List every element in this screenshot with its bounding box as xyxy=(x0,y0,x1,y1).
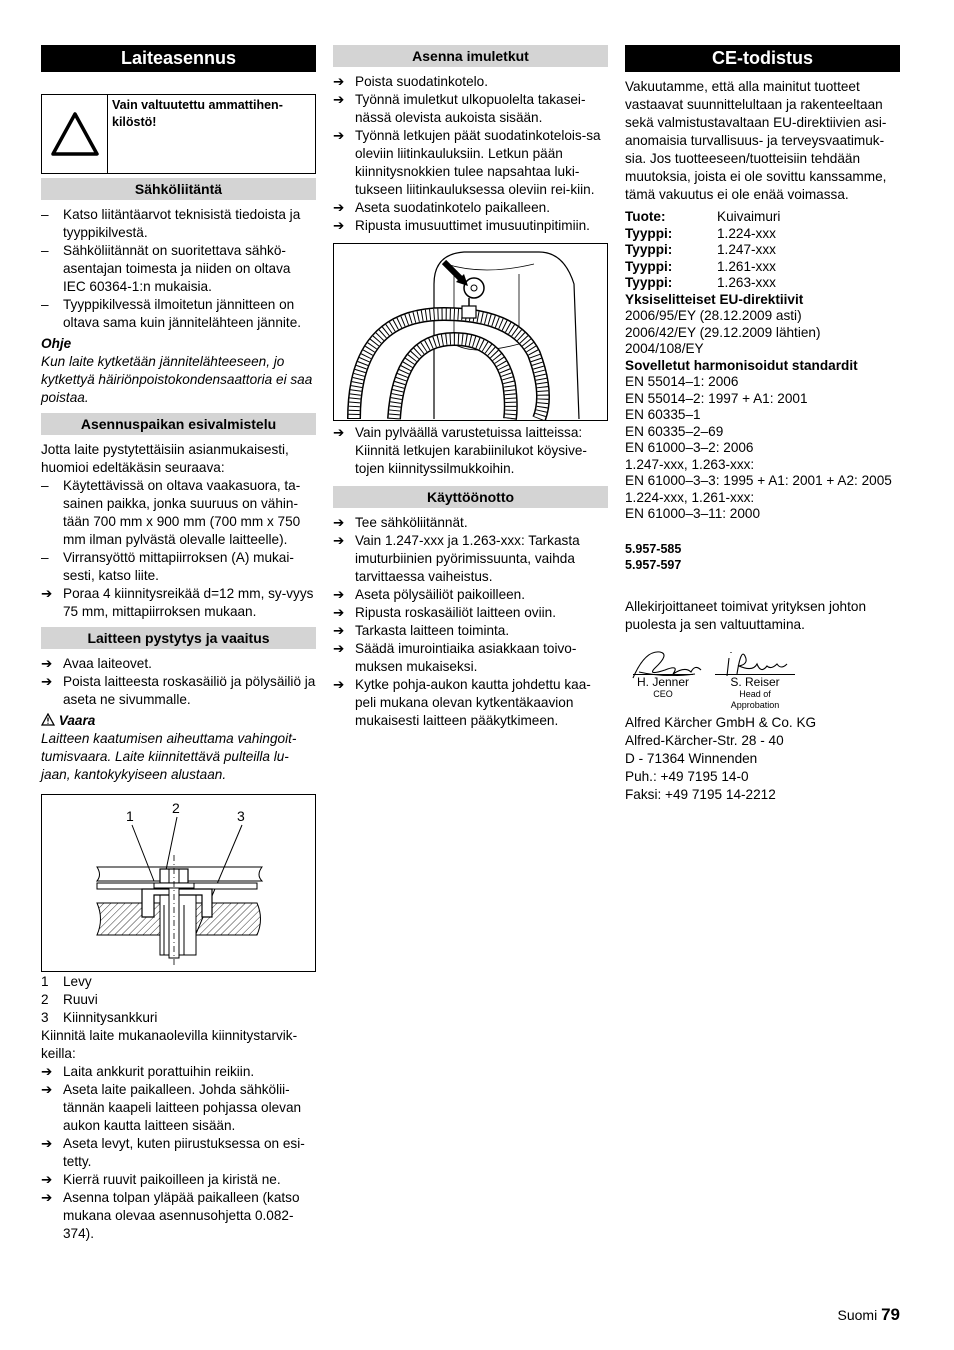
standard-item: EN 61000–3–2: 2006 xyxy=(625,440,754,455)
note-text: Kun laite kytketään jännitelähteeseen, jo kytkettyä häiriönpoistokondensaattoria ei saa poistaa. xyxy=(41,354,313,405)
spec-value: 1.247-xxx xyxy=(717,242,776,257)
spec-key: Tyyppi: xyxy=(625,242,673,257)
standard-item: 1.224-xxx, 1.261-xxx: xyxy=(625,489,755,505)
list-item: ➔ Vain 1.247-xxx ja 1.263-xxx: Tarkasta imuturbiinien pyörimissuunta, vaihda tarvittaessa vaiheistus. xyxy=(333,533,580,584)
address-line: Alfred-Kärcher-Str. 28 - 40 xyxy=(625,732,784,748)
list-item: ➔ Tarkasta laitteen toiminta. xyxy=(333,623,510,638)
list-item: – Sähköliitännät on suoritettava sähkö-asentajan toimesta ja niiden on oltava IEC 60364-1:n mukaisia. xyxy=(41,243,291,294)
section-title-installation: Laiteasennus xyxy=(41,45,316,72)
standard-item: EN 60335–2–69 xyxy=(625,423,724,439)
warning-box xyxy=(41,94,316,174)
list-item: ➔ Tee sähköliitännät. xyxy=(333,515,468,530)
hose-figure xyxy=(333,243,608,421)
electrical-list xyxy=(41,206,316,332)
list-item: – Tyyppikilvessä ilmoitetun jännitteen on oltava sama kuin jännitelähteen jännite. xyxy=(41,297,302,330)
column-ce-declaration xyxy=(625,45,900,804)
fig-label-1: 1 xyxy=(126,808,134,824)
mounting-figure xyxy=(41,794,316,972)
list-item: ➔ Poraa 4 kiinnitysreikää d=12 mm, sy-vyys 75 mm, mittapiirroksen mukaan. xyxy=(41,586,314,619)
legend-item: 2 Ruuvi xyxy=(41,992,98,1007)
ce-intro: Vakuutamme, että alla mainitut tuotteet vastaavat suunnittelultaan ja rakenteeltaan sekä valmistustavaltaan EU-direktiivien asi-anomaisia turvallisuus- ja terveysvaatimuk-sia. Jos tuotteeseen/tuotteisiin tehdään muutoksia, joista ei ole sovittu kanssamme, tämä vakuutus ei ole enää voimassa. xyxy=(625,79,887,202)
note-label: Ohje xyxy=(41,336,72,351)
danger-label: Vaara xyxy=(41,712,316,730)
heading-hoses: Asenna imuletkut xyxy=(333,45,608,67)
list-item: – Käytettävissä on oltava vaakasuora, ta-sainen paikka, jonka suuruus on vähin-tään 700 mm x 900 mm (700 mm x 750 mm ilman pylvästä olevalle laitteelle). xyxy=(41,478,301,547)
signer-1: H. Jenner CEO xyxy=(633,674,693,700)
address-line: Puh.: +49 7195 14-0 xyxy=(625,768,749,784)
list-item: ➔ Vain pylväällä varustetuissa laitteissa: Kiinnitä letkujen karabiinilukot köysive-tojen kiinnityssilmukkoihin. xyxy=(333,425,587,476)
heading-erect-level: Laitteen pystytys ja vaaitus xyxy=(41,627,316,649)
heading-site-prep: Asennuspaikan esivalmistelu xyxy=(41,413,316,435)
code-item: 5.957-597 xyxy=(625,558,682,572)
fig-label-2: 2 xyxy=(172,800,180,816)
erect-list xyxy=(41,655,316,709)
address-line: Alfred Kärcher GmbH & Co. KG xyxy=(625,714,817,730)
list-item: ➔ Työnnä letkujen päät suodatinkotelois-sa oleviin liitinkauluksiin. Letkun pään kiinnitysnokkien tulee napsahtaa luki-tukseen liitinkauluksessa oleviin rei-kiin. xyxy=(333,128,601,197)
spec-value: Kuivaimuri xyxy=(717,209,781,224)
list-item: ➔ Ripusta imusuuttimet imusuutinpitimiin. xyxy=(333,218,590,233)
list-item: ➔ Aseta pölysäiliöt paikoilleen. xyxy=(333,587,526,602)
code-list xyxy=(625,541,900,574)
heading-electrical: Sähköliitäntä xyxy=(41,178,316,200)
address-line: D - 71364 Winnenden xyxy=(625,750,758,766)
list-item: ➔ Avaa laiteovet. xyxy=(41,656,152,671)
hoses-list xyxy=(333,73,608,235)
list-item: ➔ Säädä imurointiaika asiakkaan toivo-muksen mukaiseksi. xyxy=(333,641,577,674)
signatures xyxy=(625,644,900,710)
standard-item: EN 55014–1: 2006 xyxy=(625,374,739,389)
list-item: ➔ Kierrä ruuvit paikoilleen ja kiristä ne. xyxy=(41,1172,281,1187)
signer-2: S. Reiser Head of Approbation xyxy=(715,674,795,711)
directives-heading: Yksiselitteiset EU-direktiivit xyxy=(625,291,804,307)
product-spec xyxy=(625,209,900,292)
spec-value: 1.261-xxx xyxy=(717,258,776,274)
directives-block xyxy=(625,292,900,523)
spec-key: Tyyppi: xyxy=(625,225,673,241)
page-number: 79 xyxy=(881,1305,900,1324)
warning-text: Vain valtuutettu ammattihen-kilöstö! xyxy=(112,98,283,129)
fixing-intro: Kiinnitä laite mukanaolevilla kiinnitystarvik-keilla: xyxy=(41,1028,298,1061)
warning-triangle-icon xyxy=(42,95,108,173)
danger-icon xyxy=(41,713,55,726)
fig-label-3: 3 xyxy=(237,808,245,824)
list-item: ➔ Kytke pohja-aukon kautta johdettu kaa-peli mukana olevan kytkentäkaavion mukaisesti laitteen pääkytkimeen. xyxy=(333,677,591,728)
standard-item: EN 61000–3–11: 2000 xyxy=(625,506,761,521)
footer-language: Suomi xyxy=(837,1307,878,1323)
standard-item: EN 55014–2: 1997 + A1: 2001 xyxy=(625,390,808,406)
company-address xyxy=(625,714,900,804)
list-item: ➔ Poista laitteesta roskasäiliö ja pölysäiliö ja aseta ne sivummalle. xyxy=(41,674,316,707)
legend-item: 3 Kiinnitysankkuri xyxy=(41,1010,158,1025)
directive-item: 2006/95/EY (28.12.2009 asti) xyxy=(625,308,802,323)
list-item: ➔ Poista suodatinkotelo. xyxy=(333,74,489,89)
list-item: ➔ Aseta suodatinkotelo paikalleen. xyxy=(333,200,550,215)
column-installation xyxy=(41,45,316,1243)
list-item: ➔ Aseta laite paikalleen. Johda sähkölii-tännän kaapeli laitteen pohjassa olevan aukon kautta laitteen sisään. xyxy=(41,1082,302,1133)
site-prep-intro: Jotta laite pystytettäisiin asianmukaisesti, huomioi edeltäkäsin seuraava: xyxy=(41,442,289,475)
carabiner-list xyxy=(333,424,608,478)
list-item: – Virransyöttö mittapiirroksen (A) mukai-sesti, katso liite. xyxy=(41,550,294,583)
danger-text: Laitteen kaatumisen aiheuttama vahingoit-tumisvaara. Laite kiinnitettävä pulteilla lu-jaan, kantokykyiseen alustaan. xyxy=(41,731,297,782)
directive-item: 2004/108/EY xyxy=(625,341,704,356)
list-item: ➔ Asenna tolpan yläpää paikalleen (katso mukana olevaa asennusohjetta 0.082-374). xyxy=(41,1190,300,1241)
standards-heading: Sovelletut harmonisoidut standardit xyxy=(625,357,858,373)
column-hoses-commissioning xyxy=(333,45,608,730)
directive-item: 2006/42/EY (29.12.2009 lähtien) xyxy=(625,324,821,340)
spec-value: 1.224-xxx xyxy=(717,225,776,241)
list-item: – Katso liitäntäarvot teknisistä tiedoista ja tyyppikilvestä. xyxy=(41,207,301,240)
figure-legend xyxy=(41,973,316,1027)
standard-item: EN 60335–1 xyxy=(625,407,701,422)
spec-key: Tuote: xyxy=(625,209,666,224)
list-item: ➔ Työnnä imuletkut ulkopuolelta takasei-nässä olevista aukoista sisään. xyxy=(333,92,586,125)
spec-key: Tyyppi: xyxy=(625,275,673,290)
section-title-ce: CE-todistus xyxy=(625,45,900,72)
commissioning-list xyxy=(333,514,608,730)
legend-item: 1 Levy xyxy=(41,974,92,989)
spec-key: Tyyppi: xyxy=(625,258,673,274)
standard-item: 1.247-xxx, 1.263-xxx: xyxy=(625,456,755,472)
site-prep-list xyxy=(41,477,316,621)
fixing-list xyxy=(41,1063,316,1243)
address-line: Faksi: +49 7195 14-2212 xyxy=(625,786,776,802)
page-footer xyxy=(838,1306,901,1324)
signers-intro: Allekirjoittaneet toimivat yrityksen johton puolesta ja sen valtuuttamina. xyxy=(625,598,867,632)
heading-commissioning: Käyttöönotto xyxy=(333,486,608,508)
list-item: ➔ Laita ankkurit porattuihin reikiin. xyxy=(41,1064,255,1079)
list-item: ➔ Ripusta roskasäiliöt laitteen oviin. xyxy=(333,605,556,620)
code-item: 5.957-585 xyxy=(625,541,682,556)
spec-value: 1.263-xxx xyxy=(717,275,776,290)
standard-item: EN 61000–3–3: 1995 + A1: 2001 + A2: 2005 xyxy=(625,473,892,488)
list-item: ➔ Aseta levyt, kuten piirustuksessa on esi-tetty. xyxy=(41,1136,305,1169)
